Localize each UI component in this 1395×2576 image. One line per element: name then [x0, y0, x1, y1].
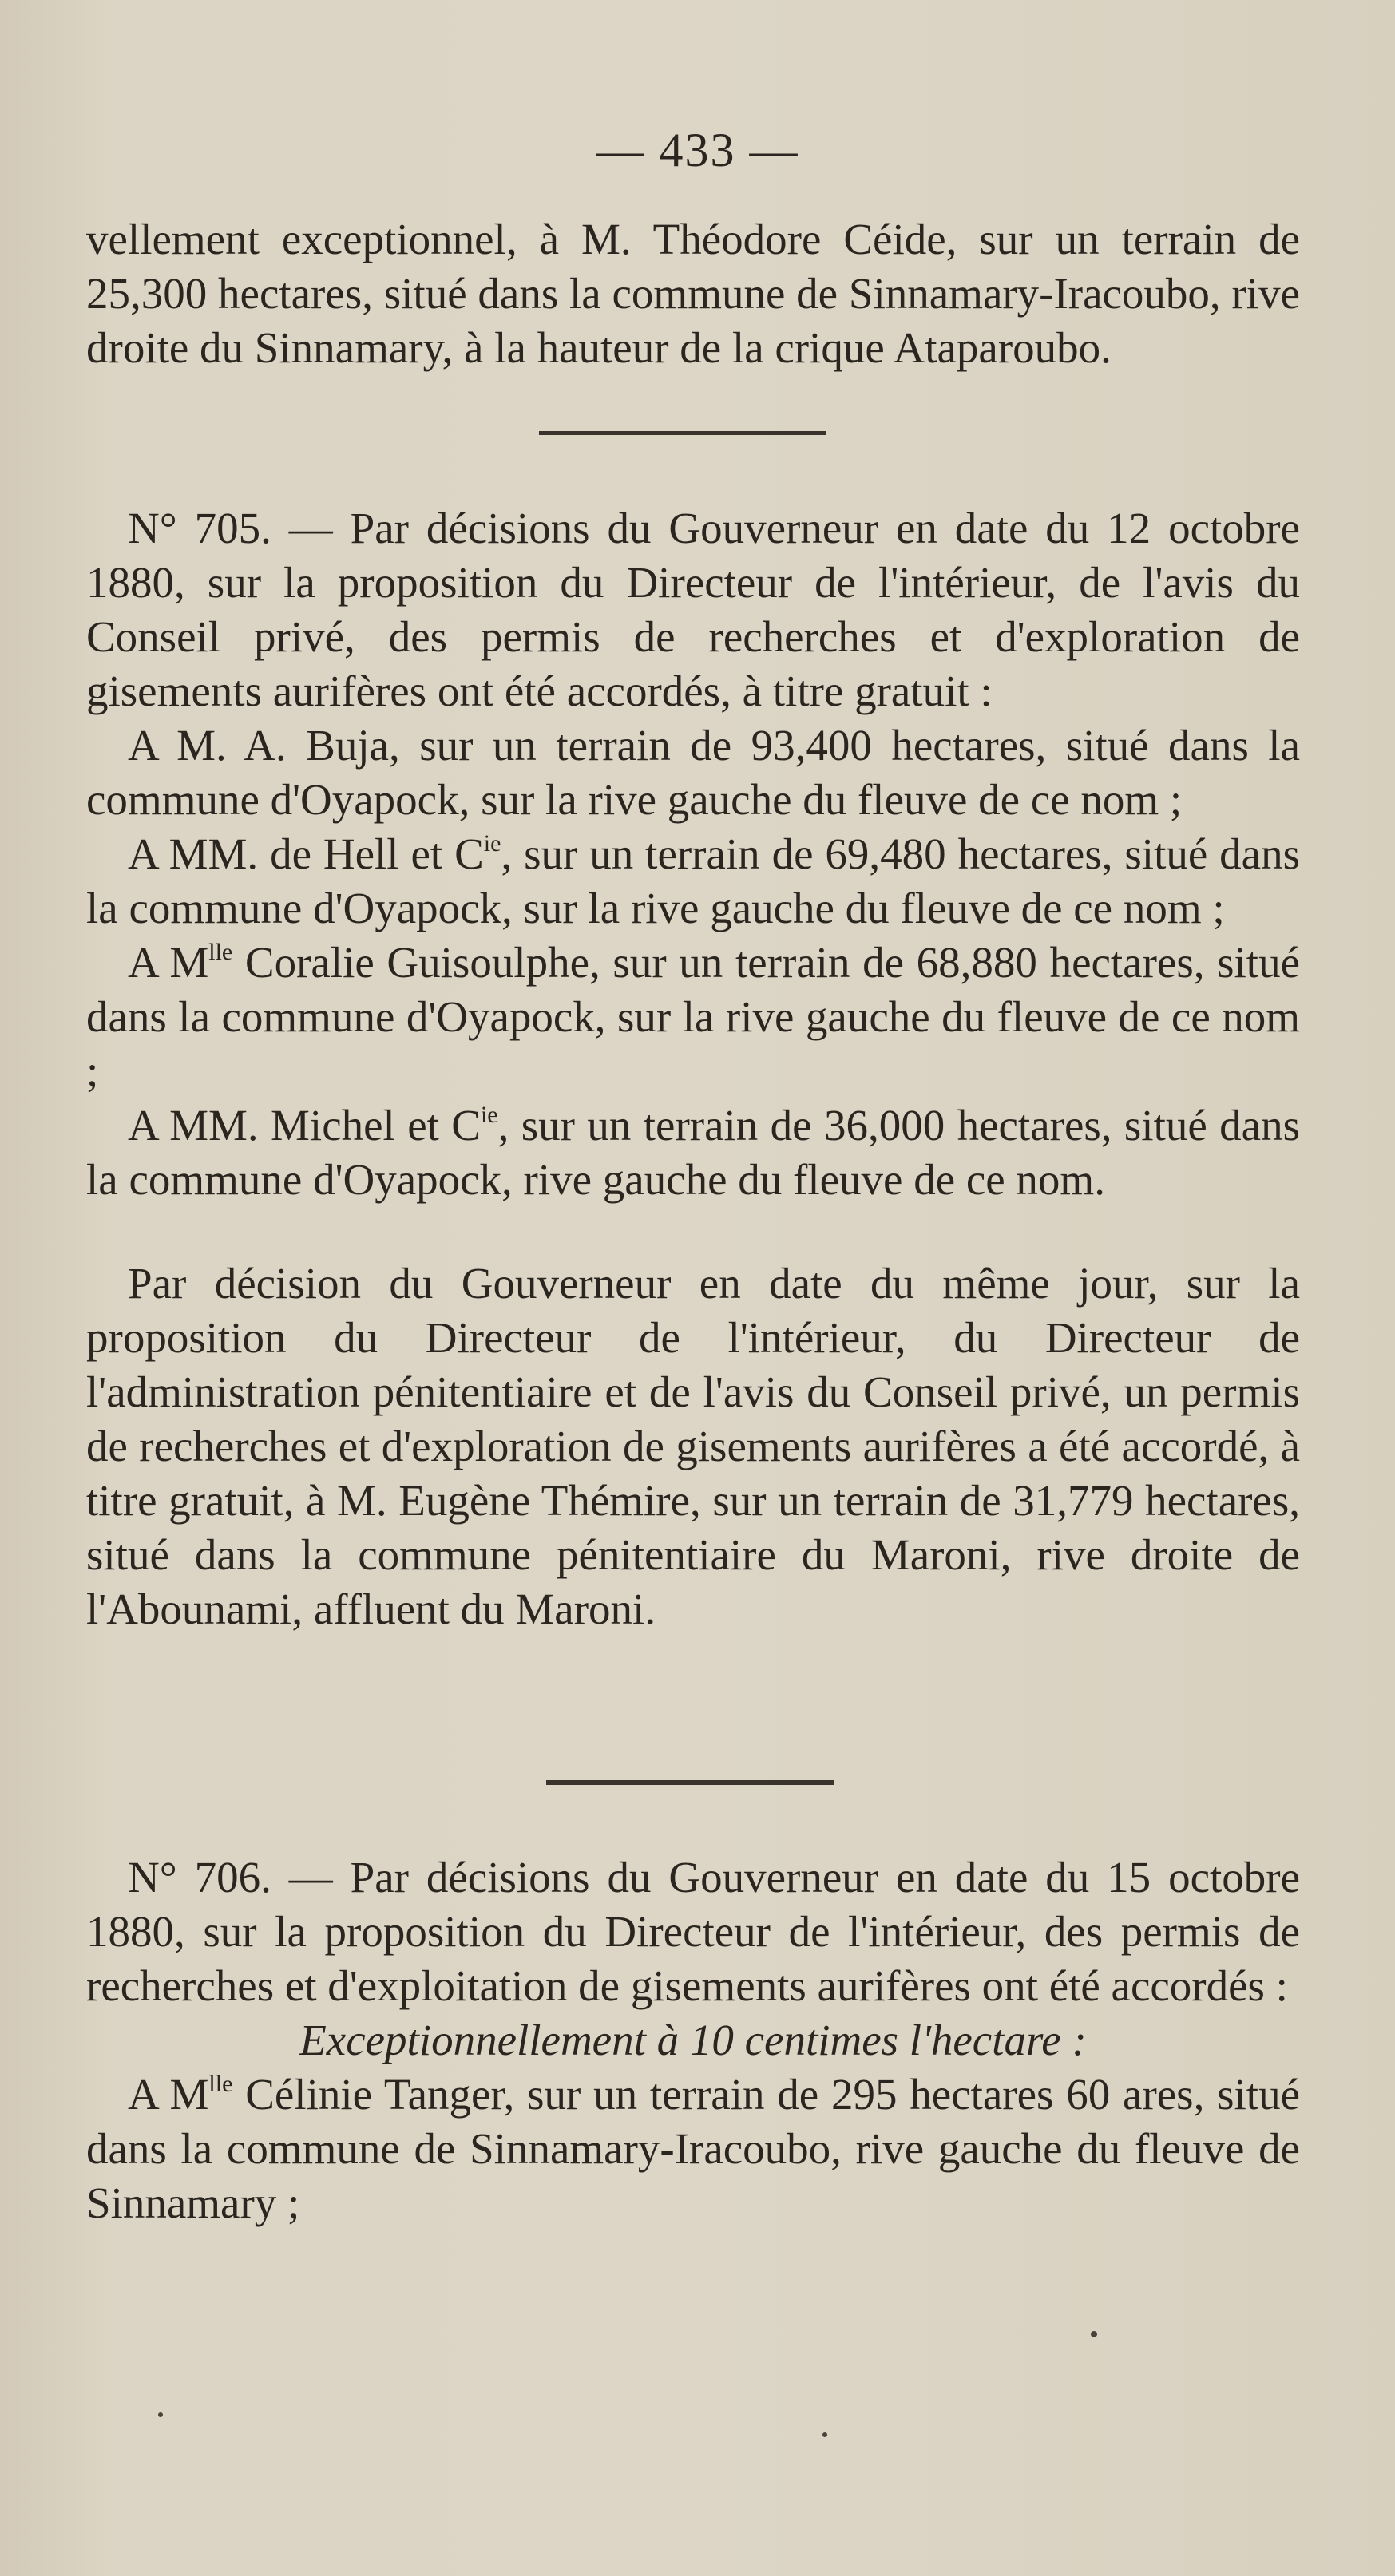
grant-de-hell — [86, 827, 1300, 936]
section-706-lead: N° 706. — Par décisions du Gouverneur en date du 15 octobre 1880, sur la proposition du Directeur de l'intérieur, des permis de recherches et d'exploitation de gisements aurifères ont été accordés : — [86, 1853, 1300, 2010]
grant-tanger-a: A M — [128, 2070, 209, 2119]
grant-buja: A M. A. Buja, sur un terrain de 93,400 hectares, situé dans la commune d'Oyapock, sur la rive gauche du fleuve de ce nom ; — [86, 721, 1300, 824]
section-705-lead: N° 705. — Par décisions du Gouverneur en date du 12 octobre 1880, sur la proposition du Directeur de l'intérieur, de l'avis du Conseil privé, des permis de recherches et d'exploration de gisements aurifères ont été accordés, à titre gratuit : — [86, 504, 1300, 715]
paragraph-gap — [86, 1207, 1300, 1256]
paper-speck — [1091, 2331, 1097, 2337]
section-divider — [546, 1780, 834, 1785]
grant-de-hell-a: A MM. de Hell et C — [128, 829, 484, 878]
grant-michel — [86, 1098, 1300, 1207]
rate-heading: Exceptionnellement à 10 centimes l'hectare : — [299, 2016, 1087, 2064]
intro-paragraph — [86, 212, 1300, 375]
grant-michel-b: , sur un terrain de 36,000 hectares, situé dans la commune d'Oyapock, rive gauche du fleuve de ce nom. — [86, 1101, 1300, 1204]
grant-de-hell-sup: ie — [483, 830, 501, 857]
grant-michel-sup: ie — [480, 1102, 498, 1128]
paper-speck — [822, 2432, 827, 2437]
grant-guisoulphe — [86, 936, 1300, 1098]
section-705 — [86, 501, 1300, 1636]
grant-tanger-b: Célinie Tanger, sur un terrain de 295 hectares 60 ares, situé dans la commune de Sinnamary-Iracoubo, rive gauche du fleuve de Sinnamary ; — [86, 2070, 1301, 2227]
grant-de-hell-b: , sur un terrain de 69,480 hectares, situé dans la commune d'Oyapock, sur la rive gauche du fleuve de ce nom ; — [86, 829, 1300, 932]
section-divider — [539, 431, 826, 435]
paper-speck — [158, 2412, 163, 2417]
grant-tanger — [86, 2068, 1300, 2230]
page-number: — 433 — — [596, 124, 799, 176]
thémire-decision: Par décision du Gouverneur en date du même jour, sur la proposition du Directeur de l'intérieur, du Directeur de l'administration pénitentiaire et de l'avis du Conseil privé, un permis de recherches et d'exploration de gisements aurifères a été accordé, à titre gratuit, à M. Eugène Thémire, sur un terrain de 31,779 hectares, situé dans la commune pénitentiaire du Maroni, rive droite de l'Abounami, affluent du Maroni. — [86, 1259, 1300, 1633]
section-706 — [86, 1850, 1300, 2230]
grant-tanger-sup: lle — [208, 2071, 233, 2097]
grant-guisoulphe-a: A M — [128, 938, 209, 987]
intro-text: vellement exceptionnel, à M. Théodore Céide, sur un terrain de 25,300 hectares, situé dans la commune de Sinnamary-Iracoubo, rive droite du Sinnamary, à la hauteur de la crique Ataparoubo. — [86, 215, 1300, 372]
grant-guisoulphe-b: Coralie Guisoulphe, sur un terrain de 68,880 hectares, situé dans la commune d'Oyapock, sur la rive gauche du fleuve de ce nom ; — [86, 938, 1301, 1095]
grant-guisoulphe-sup: lle — [208, 939, 233, 965]
grant-michel-a: A MM. Michel et C — [128, 1101, 481, 1150]
